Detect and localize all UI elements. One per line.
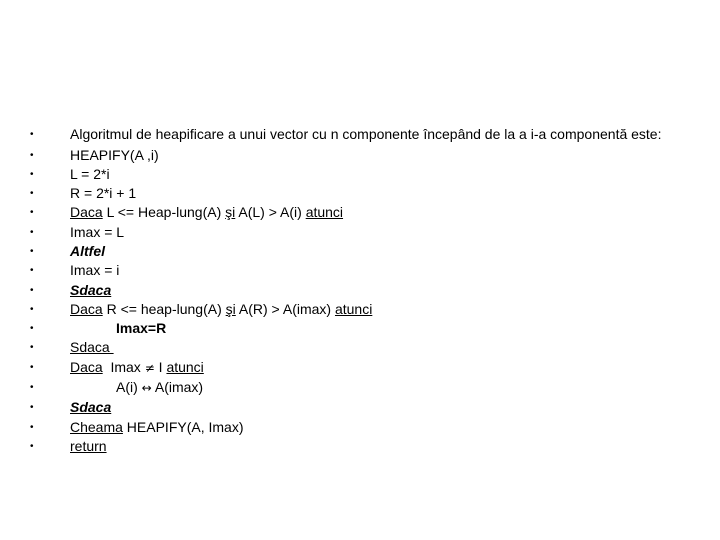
swap-arrow-icon: ↔ — [141, 381, 152, 396]
condition-part: I — [154, 358, 167, 375]
keyword-cheama: Cheama — [70, 418, 123, 435]
list-item — [28, 437, 688, 456]
intro-text: Algoritmul de heapificare a unui vector cu n componente începând de la a i-a componentă este: — [70, 126, 662, 142]
bullet-icon: • — [30, 342, 34, 354]
list-item — [28, 319, 688, 338]
list-item — [28, 281, 688, 300]
bullet-icon: • — [30, 402, 34, 414]
keyword-si: şi — [225, 300, 236, 317]
condition-part: A(L) > A(i) — [235, 204, 306, 221]
keyword-sdaca: Sdaca — [70, 339, 114, 356]
bullet-icon: • — [30, 188, 34, 200]
list-item — [28, 300, 688, 319]
assign-l: L = 2*i — [70, 165, 110, 182]
list-item — [28, 146, 688, 165]
bullet-icon: • — [30, 284, 34, 296]
condition-part: A(R) > A(imax) — [235, 300, 335, 317]
keyword-altfel: Altfel — [70, 242, 105, 259]
list-item — [28, 126, 688, 146]
bullet-icon: • — [30, 440, 34, 452]
bullet-icon: • — [30, 323, 34, 335]
list-item — [28, 184, 688, 203]
bullet-list — [28, 126, 688, 456]
keyword-si: şi — [225, 204, 236, 221]
bullet-icon: • — [30, 168, 34, 180]
condition-part: L <= Heap-lung(A) — [102, 204, 226, 221]
assign-imax-l: Imax = L — [70, 223, 125, 240]
list-item — [28, 378, 688, 398]
list-item — [28, 358, 688, 378]
bullet-icon: • — [30, 265, 34, 277]
assign-imax-r: Imax=R — [116, 320, 167, 337]
keyword-sdaca: Sdaca — [70, 281, 112, 298]
keyword-daca: Daca — [70, 204, 103, 221]
keyword-sdaca: Sdaca — [70, 399, 112, 416]
keyword-return: return — [70, 437, 107, 454]
list-item — [28, 242, 688, 261]
assign-r: R = 2*i + 1 — [70, 185, 137, 202]
bullet-icon: • — [30, 129, 34, 140]
bullet-icon: • — [30, 149, 34, 161]
heapify-call: HEAPIFY(A, Imax) — [122, 418, 244, 435]
bullet-icon: • — [30, 382, 34, 394]
list-item — [28, 223, 688, 242]
condition-part: Imax — [102, 358, 145, 375]
keyword-daca: Daca — [70, 300, 103, 317]
keyword-atunci: atunci — [334, 300, 373, 317]
bullet-icon: • — [30, 421, 34, 433]
list-item — [28, 338, 688, 357]
bullet-icon: • — [30, 207, 34, 219]
list-item — [28, 165, 688, 184]
assign-imax-i: Imax = i — [70, 262, 120, 279]
heapify-header: HEAPIFY(A ,i) — [70, 146, 159, 163]
bullet-icon: • — [30, 226, 34, 238]
bullet-icon: • — [30, 245, 34, 257]
list-item — [28, 418, 688, 437]
keyword-atunci: atunci — [166, 358, 204, 375]
condition-part: R <= heap-lung(A) — [102, 300, 226, 317]
list-item — [28, 261, 688, 280]
keyword-daca: Daca — [70, 358, 103, 375]
not-equal-icon: ≠ — [144, 360, 155, 375]
list-item — [28, 398, 688, 417]
keyword-atunci: atunci — [305, 204, 344, 221]
list-item — [28, 203, 688, 222]
bullet-icon: • — [30, 303, 34, 315]
swap-left: A(i) — [116, 379, 142, 396]
bullet-icon: • — [30, 361, 34, 373]
swap-right: A(imax) — [151, 379, 204, 396]
